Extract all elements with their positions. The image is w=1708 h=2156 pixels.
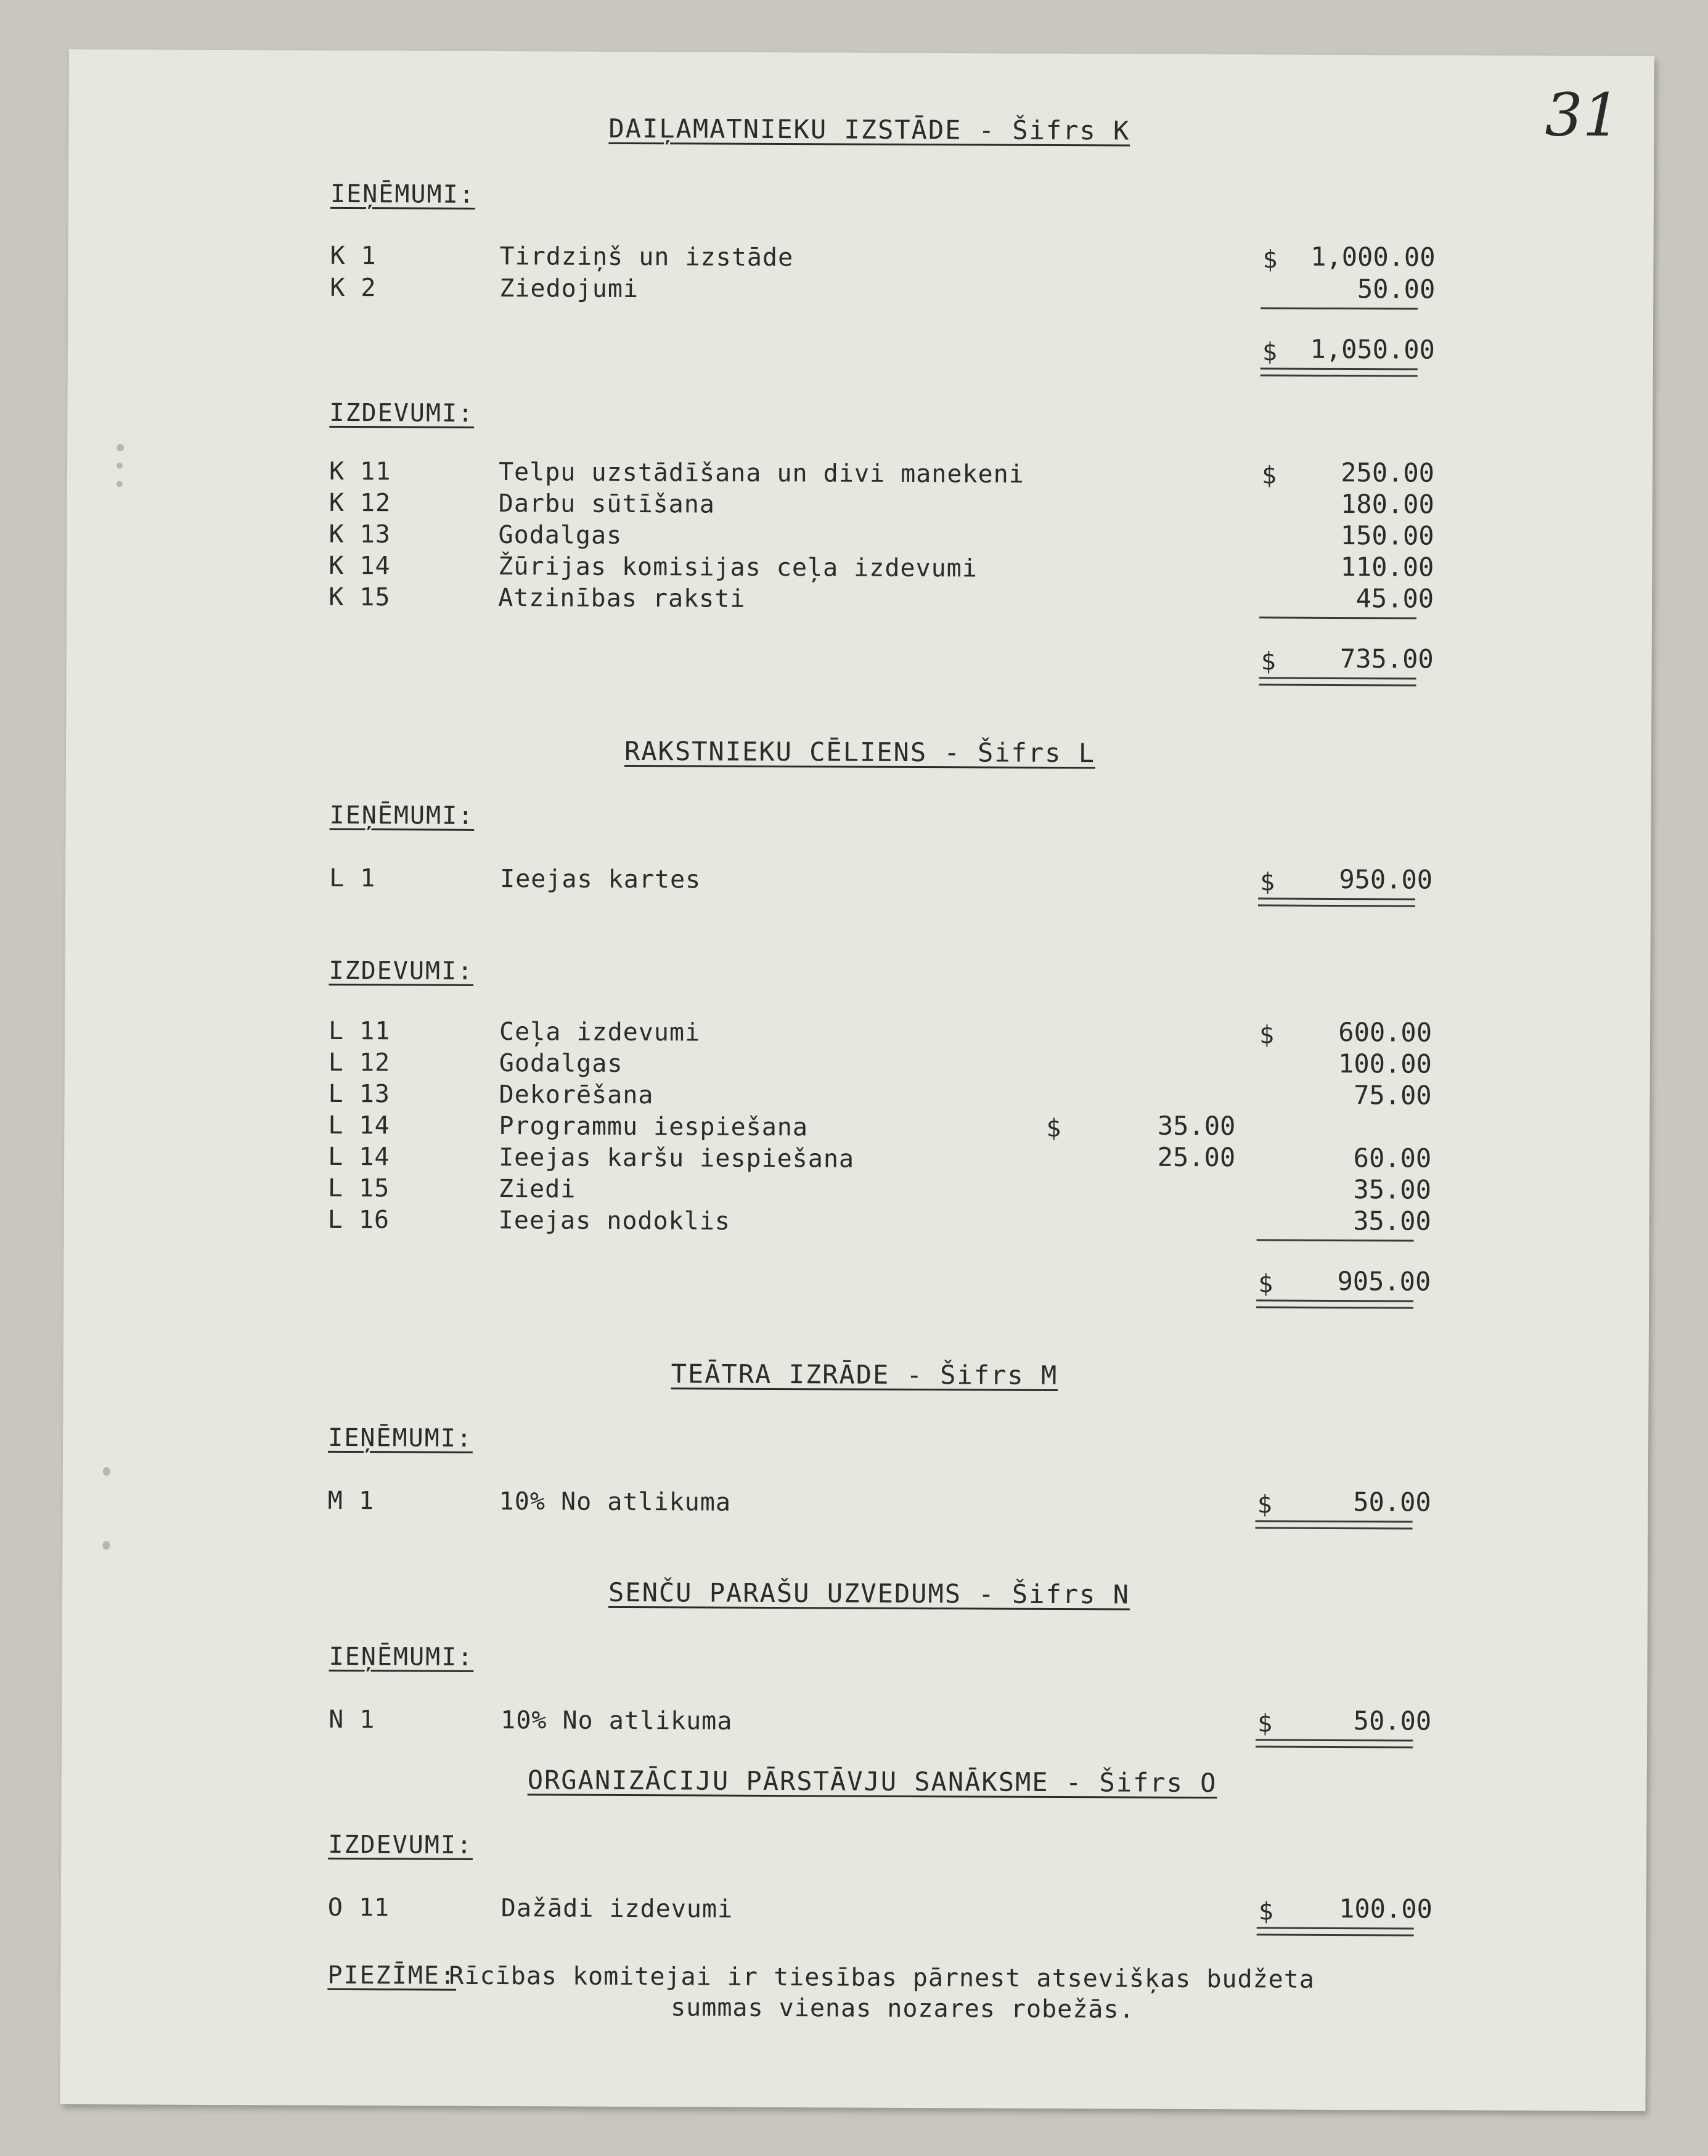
row-code: O 11 [327,1893,390,1922]
row-code: L 12 [328,1048,391,1077]
section-title: TEĀTRA IZRĀDE - Šifrs M [671,1358,1058,1391]
row-desc: 10% No atlikuma [499,1487,732,1517]
row-desc: Dekorēšana [499,1080,654,1110]
total-double-rule [1256,1299,1413,1309]
dollar-sign: $ [1258,1897,1273,1926]
row-amount: 180.00 [1340,489,1434,520]
row-desc: Žūrijas komisijas ceļa izdevumi [498,552,978,583]
total-amount: 905.00 [1337,1265,1431,1297]
row-desc: Telpu uzstādīšana un divi manekeni [498,458,1024,489]
total-double-rule [1257,1927,1414,1936]
row-desc: 10% No atlikuma [501,1706,733,1736]
group-label: IEŅĒMUMI: [330,179,475,209]
row-code: K 11 [329,457,391,486]
row-desc: Tirdziņš un izstāde [499,242,794,272]
dollar-sign: $ [1262,338,1278,367]
total-double-rule [1259,677,1416,686]
row-amount: 75.00 [1354,1080,1432,1111]
group-label: IEŅĒMUMI: [329,801,475,830]
total-double-rule [1256,1739,1413,1748]
row-code: L 16 [327,1205,390,1235]
total-double-rule [1261,367,1418,377]
dollar-sign: $ [1258,1270,1273,1299]
section-title: RAKSTNIEKU CĒLIENS - Šifrs L [624,735,1096,769]
punch-hole [116,444,124,451]
row-amount: 100.00 [1339,1893,1432,1924]
note-label: PIEZĪME: [327,1961,457,1990]
dollar-sign: $ [1261,647,1276,676]
total-double-rule [1256,1520,1413,1529]
row-code: K 14 [329,551,391,581]
row-amount: 1,000.00 [1310,241,1436,272]
group-label: IZDEVUMI: [329,398,475,428]
group-label: IZDEVUMI: [329,956,474,986]
dollar-sign: $ [1257,1709,1273,1738]
dollar-sign: $ [1046,1114,1061,1143]
row-code: K 1 [330,241,377,271]
section-title: SENČU PARAŠU UZVEDUMS - Šifrs N [608,1577,1130,1610]
group-label: IEŅĒMUMI: [329,1642,474,1672]
note-text-line2: summas vienas nozares robežās. [671,1993,1135,2024]
dollar-sign: $ [1259,868,1275,897]
row-amount: 35.00 [1353,1174,1432,1205]
row-code: K 13 [329,520,391,549]
row-amount: 600.00 [1338,1017,1432,1048]
row-desc: Ceļa izdevumi [499,1018,701,1047]
group-label: IEŅĒMUMI: [328,1423,473,1453]
dollar-sign: $ [1261,461,1277,490]
page-number: 31 [1545,80,1620,150]
dollar-sign: $ [1262,245,1278,274]
total-amount: 735.00 [1339,643,1434,674]
row-desc: Ieejas kartes [500,865,701,894]
total-double-rule [1258,897,1415,907]
row-desc: Godalgas [499,1049,623,1078]
punch-hole [103,1467,110,1476]
row-code: N 1 [329,1705,375,1734]
row-desc: Darbu sūtīšana [498,489,716,519]
row-amount: 250.00 [1341,457,1435,488]
group-label: IZDEVUMI: [328,1830,473,1860]
subtotal-rule [1257,1239,1414,1241]
row-amount: 100.00 [1338,1048,1432,1079]
row-amount: 45.00 [1355,583,1434,614]
row-amount: 50.00 [1357,274,1436,304]
row-desc: Godalgas [498,521,623,550]
row-code: L 1 [329,864,376,893]
row-amount: 150.00 [1340,520,1434,551]
section-title: ORGANIZĀCIJU PĀRSTĀVJU SANĀKSME - Šifrs O [527,1765,1217,1799]
row-amount: 50.00 [1353,1487,1431,1517]
total-amount: 1,050.00 [1310,333,1436,365]
row-amount: 60.00 [1353,1143,1432,1174]
subtotal-rule [1261,307,1418,309]
dollar-sign: $ [1257,1490,1272,1519]
row-code: L 14 [328,1142,390,1172]
row-desc: Ziedi [498,1175,576,1204]
row-code: K 2 [330,273,377,303]
row-code: L 13 [328,1079,391,1109]
row-desc: Ziedojumi [499,274,639,304]
row-code: L 14 [328,1111,390,1140]
punch-hole [116,462,123,468]
row-desc: Dažādi izdevumi [501,1894,733,1924]
row-code: M 1 [327,1486,375,1516]
note-text-line1: Rīcības komitejai ir tiesības pārnest atsevišķas budžeta [449,1961,1315,1994]
row-desc: Atzinības raksti [498,584,746,613]
row-amount: 35.00 [1353,1206,1431,1236]
row-desc: Ieejas karšu iespiešana [499,1143,855,1174]
row-amount: 50.00 [1353,1705,1432,1736]
section-title: DAIĻAMATNIEKU IZSTĀDE - Šifrs K [608,113,1130,146]
row-subamount: 35.00 [1157,1110,1236,1141]
subtotal-rule [1259,616,1416,619]
row-code: K 12 [329,488,391,518]
row-code: K 15 [329,582,391,612]
row-amount: 950.00 [1339,864,1433,895]
row-code: L 15 [327,1174,390,1203]
row-desc: Ieejas nodoklis [498,1206,731,1236]
row-subamount: 25.00 [1157,1141,1236,1173]
punch-hole [102,1541,110,1550]
punch-hole [116,481,123,487]
row-desc: Programmu iespiešana [499,1112,809,1142]
row-code: L 11 [328,1016,391,1046]
document-page [60,49,1654,2111]
dollar-sign: $ [1259,1021,1275,1050]
row-amount: 110.00 [1340,552,1434,582]
